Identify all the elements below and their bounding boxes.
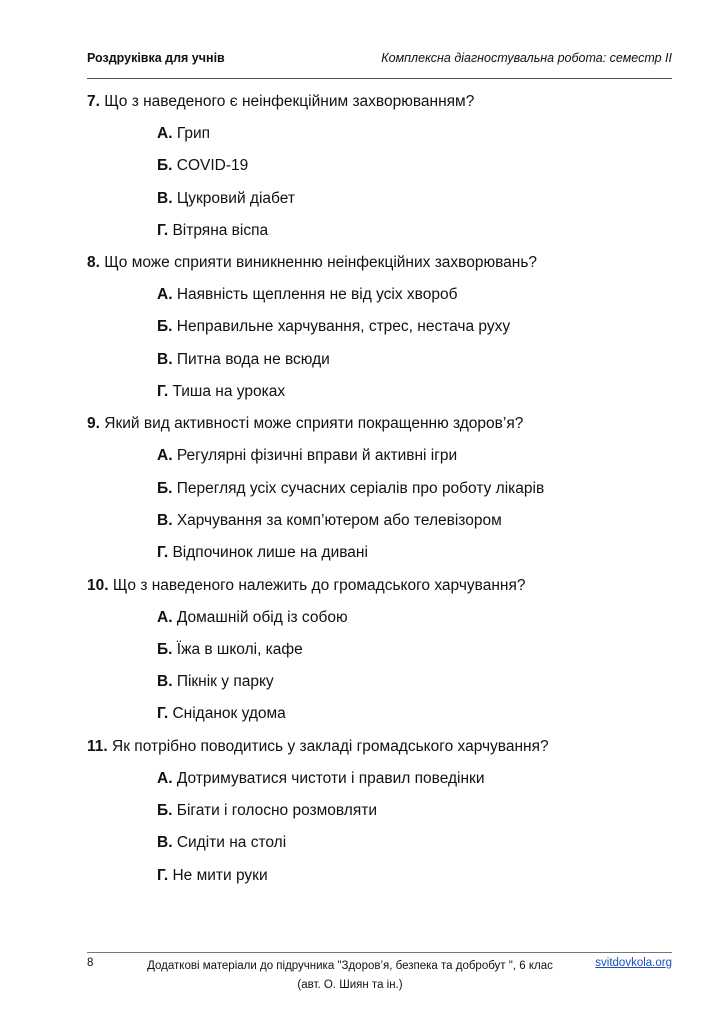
page-header xyxy=(87,51,672,73)
option-text: Цукровий діабет xyxy=(176,189,295,207)
option-text: Відпочинок лише на дивані xyxy=(172,544,368,562)
answer-option xyxy=(157,510,672,542)
option-letter: Б. xyxy=(157,640,173,658)
answer-option xyxy=(157,381,672,413)
footer-divider xyxy=(87,952,672,953)
answer-option xyxy=(157,123,672,155)
answer-option xyxy=(157,671,672,703)
option-text: COVID-19 xyxy=(176,157,249,175)
option-letter: В. xyxy=(157,673,173,691)
option-letter: Г. xyxy=(157,221,169,239)
option-text: Харчування за комп’ютером або телевізором xyxy=(176,511,502,529)
option-text: Сидіти на столі xyxy=(176,834,287,852)
option-text: Домашній обід із собою xyxy=(176,608,348,626)
answer-option xyxy=(157,349,672,381)
option-text: Питна вода не всюди xyxy=(176,350,330,368)
option-letter: Б. xyxy=(157,802,173,820)
answer-option xyxy=(157,316,672,348)
option-letter: В. xyxy=(157,189,173,207)
answer-option xyxy=(157,607,672,639)
option-letter: В. xyxy=(157,511,173,529)
question-7 xyxy=(87,91,672,252)
option-letter: В. xyxy=(157,350,173,368)
question-number: 11. xyxy=(87,737,108,755)
question-text xyxy=(87,575,672,607)
option-text: Вітряна віспа xyxy=(172,221,269,239)
option-text: Регулярні фізичні вправи й активні ігри xyxy=(176,447,458,465)
option-letter: А. xyxy=(157,286,173,304)
answer-option xyxy=(157,188,672,220)
option-letter: А. xyxy=(157,125,173,142)
option-text: Перегляд усіх сучасних серіалів про роботу лікарів xyxy=(176,479,545,497)
option-letter: А. xyxy=(157,769,173,787)
question-text xyxy=(87,413,672,445)
question-text xyxy=(87,736,672,768)
answer-option xyxy=(157,478,672,510)
option-text: Бігати і голосно розмовляти xyxy=(176,802,377,820)
answer-option xyxy=(157,832,672,864)
option-text: Їжа в школі, кафе xyxy=(176,640,303,658)
answer-option xyxy=(157,865,672,897)
answer-option xyxy=(157,703,672,735)
option-text: Дотримуватися чистоти і правил поведінки xyxy=(176,769,485,787)
option-letter: Г. xyxy=(157,705,169,723)
option-text: Тиша на уроках xyxy=(172,383,286,401)
answer-option xyxy=(157,639,672,671)
question-number: 7. xyxy=(87,93,100,110)
option-text: Сніданок удома xyxy=(172,705,286,723)
option-text: Наявність щеплення не від усіх хвороб xyxy=(176,286,458,304)
option-text: Пікнік у парку xyxy=(176,673,274,691)
answer-option xyxy=(157,155,672,187)
option-text: Грип xyxy=(176,125,211,142)
question-label: Що з наведеного є неінфекційним захворюванням? xyxy=(104,93,475,110)
answer-option xyxy=(157,445,672,477)
answer-option xyxy=(157,284,672,316)
question-number: 9. xyxy=(87,415,100,433)
answer-option xyxy=(157,800,672,832)
option-letter: Г. xyxy=(157,383,169,401)
question-number: 10. xyxy=(87,576,109,594)
option-text: Неправильне харчування, стрес, нестача руху xyxy=(176,318,511,336)
question-10 xyxy=(87,575,672,736)
question-label: Як потрібно поводитись у закладі громадського харчування? xyxy=(112,737,549,755)
answer-option xyxy=(157,220,672,252)
option-letter: Б. xyxy=(157,479,173,497)
footer-line-1: Додаткові матеріали до підручника "Здоров’я, безпека та добробут ", 6 клас xyxy=(147,960,553,972)
header-divider xyxy=(87,78,672,79)
question-label: Який вид активності може сприяти покращенню здоров’я? xyxy=(104,415,524,433)
page-number: 8 xyxy=(87,957,94,969)
option-letter: В. xyxy=(157,834,173,852)
option-letter: А. xyxy=(157,447,173,465)
option-letter: Б. xyxy=(157,157,173,175)
answer-option xyxy=(157,768,672,800)
footer-line-2: (авт. О. Шиян та ін.) xyxy=(297,979,403,991)
footer-site-link[interactable]: svitdovkola.org xyxy=(595,957,672,969)
option-letter: Г. xyxy=(157,544,169,562)
question-text xyxy=(87,252,672,284)
question-text xyxy=(87,91,672,123)
questions-list xyxy=(87,91,672,897)
question-11 xyxy=(87,736,672,897)
question-9 xyxy=(87,413,672,574)
option-text: Не мити руки xyxy=(172,866,268,884)
question-number: 8. xyxy=(87,254,100,272)
option-letter: Б. xyxy=(157,318,173,336)
header-left-title: Роздруківка для учнів xyxy=(87,51,225,65)
header-right-title: Комплексна діагностувальна робота: семестр II xyxy=(381,51,672,65)
footer-credits xyxy=(130,957,570,995)
option-letter: А. xyxy=(157,608,173,626)
option-letter: Г. xyxy=(157,866,169,884)
answer-option xyxy=(157,542,672,574)
question-8 xyxy=(87,252,672,413)
question-label: Що з наведеного належить до громадського харчування? xyxy=(112,576,526,594)
question-label: Що може сприяти виникненню неінфекційних захворювань? xyxy=(104,254,538,272)
